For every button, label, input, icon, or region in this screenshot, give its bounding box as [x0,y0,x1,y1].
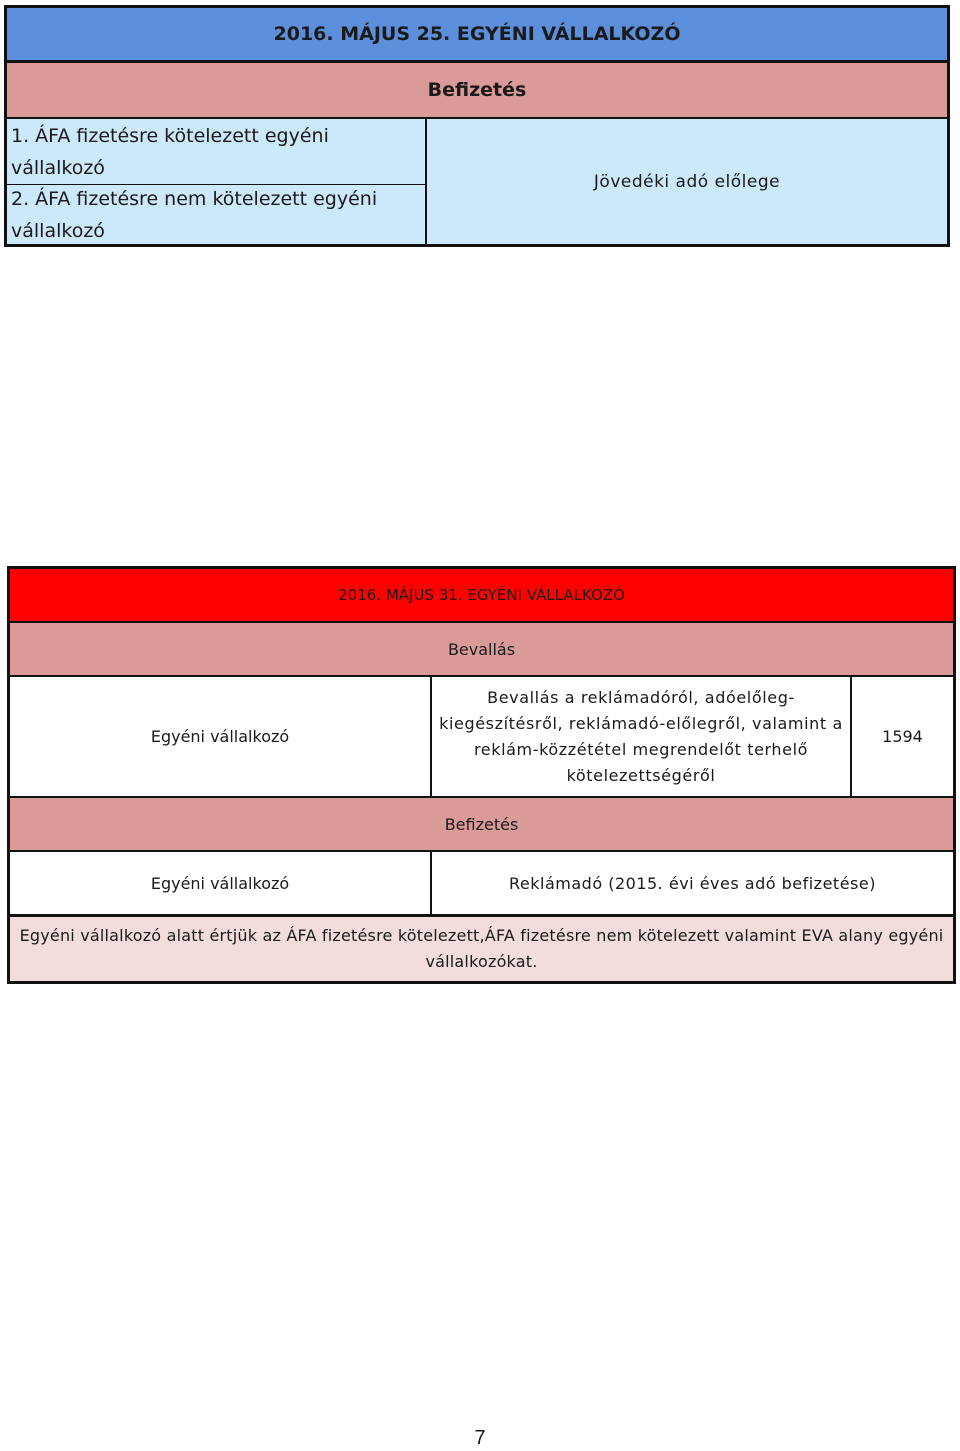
row-description: Bevallás a reklámadóról, adóelőleg-kiegészítésről, reklámadó-előlegről, valamint a reklám-közzététel megrendelőt terhelő kötelezettségéről [432,677,852,798]
row-label-2: 2. ÁFA fizetésre nem kötelezett egyéni vállalkozó [7,185,427,244]
table-may-31 [7,566,956,984]
footnote: Egyéni vállalkozó alatt értjük az ÁFA fizetésre kötelezett,ÁFA fizetésre nem kötelezett valamint EVA alany egyéni vállalkozókat. [10,917,953,981]
row-label-1: 1. ÁFA fizetésre kötelezett egyéni vállalkozó [7,119,427,185]
table-title: 2016. MÁJUS 25. EGYÉNI VÁLLALKOZÓ [7,8,947,63]
row-description: Reklámadó (2015. évi éves adó befizetése) [432,852,953,917]
section-header-befizetes: Befizetés [10,798,953,852]
table-may-25 [4,5,950,247]
row-who: Egyéni vállalkozó [10,677,432,798]
payment-item: Jövedéki adó előlege [427,119,947,244]
table-title: 2016. MÁJUS 31. EGYÉNI VÁLLALKOZÓ [10,569,953,623]
page-number: 7 [474,1427,486,1449]
section-header-befizetes: Befizetés [7,63,947,119]
row-who: Egyéni vállalkozó [10,852,432,917]
form-code: 1594 [852,677,953,798]
section-header-bevallas: Bevallás [10,623,953,677]
